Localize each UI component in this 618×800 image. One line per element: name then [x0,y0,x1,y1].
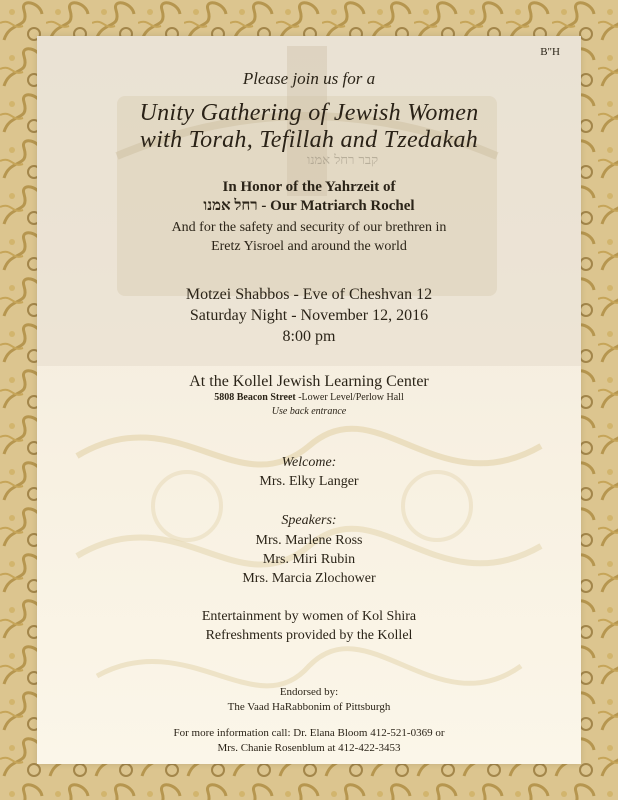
purpose-line1: And for the safety and security of our brethren in [171,220,447,235]
background-photo-sign: קבר רחל אמנו [307,153,379,168]
speaker-name: Mrs. Marcia Zlochower [242,571,376,586]
welcome-heading: Welcome: [281,455,337,470]
welcome-name: Mrs. Elky Langer [259,474,359,489]
invitation-panel [37,36,581,764]
contact-line2: Mrs. Chanie Rosenblum at 412-422-3453 [217,742,401,754]
honor-line1: In Honor of the Yahrzeit of [222,179,396,195]
honor-line2: רחל אמנו - Our Matriarch Rochel [203,198,415,214]
entertainment-line: Entertainment by women of Kol Shira [201,609,417,624]
venue-address [37,392,581,403]
speakers-list [37,531,581,588]
endorsed-name: The Vaad HaRabbonim of Pittsburgh [227,701,391,713]
refreshments-line: Refreshments provided by the Kollel [205,628,413,643]
honor-heading [37,178,581,216]
contact-line1: For more information call: Dr. Elana Bloom 412-521-0369 or [173,727,445,739]
contact-info [37,726,581,756]
date-line1: Motzei Shabbos - Eve of Cheshvan 12 [185,286,433,303]
event-title-line2: with Torah, Tefillah and Tzedakah [139,127,479,153]
venue-name: At the Kollel Jewish Learning Center [189,373,429,390]
bh-mark: B"H [540,46,560,58]
purpose-line2: Eretz Yisroel and around the world [211,239,407,254]
speakers-heading: Speakers: [281,513,337,528]
venue-entrance-note: Use back entrance [271,406,347,417]
entertainment-text [37,607,581,645]
time-line: 8:00 pm [282,328,336,345]
date-line2: Saturday Night - November 12, 2016 [189,307,429,324]
endorsed-heading: Endorsed by: [279,686,339,698]
event-title [37,100,581,154]
speaker-name: Mrs. Miri Rubin [262,552,356,567]
purpose-text [37,218,581,256]
event-title-line1: Unity Gathering of Jewish Women [139,100,479,126]
venue-hall: -Lower Level/Perlow Hall [295,392,404,403]
event-date-time [37,284,581,347]
venue-street: 5808 Beacon Street [214,392,296,403]
speaker-name: Mrs. Marlene Ross [255,533,363,548]
intro-text: Please join us for a [242,69,376,88]
